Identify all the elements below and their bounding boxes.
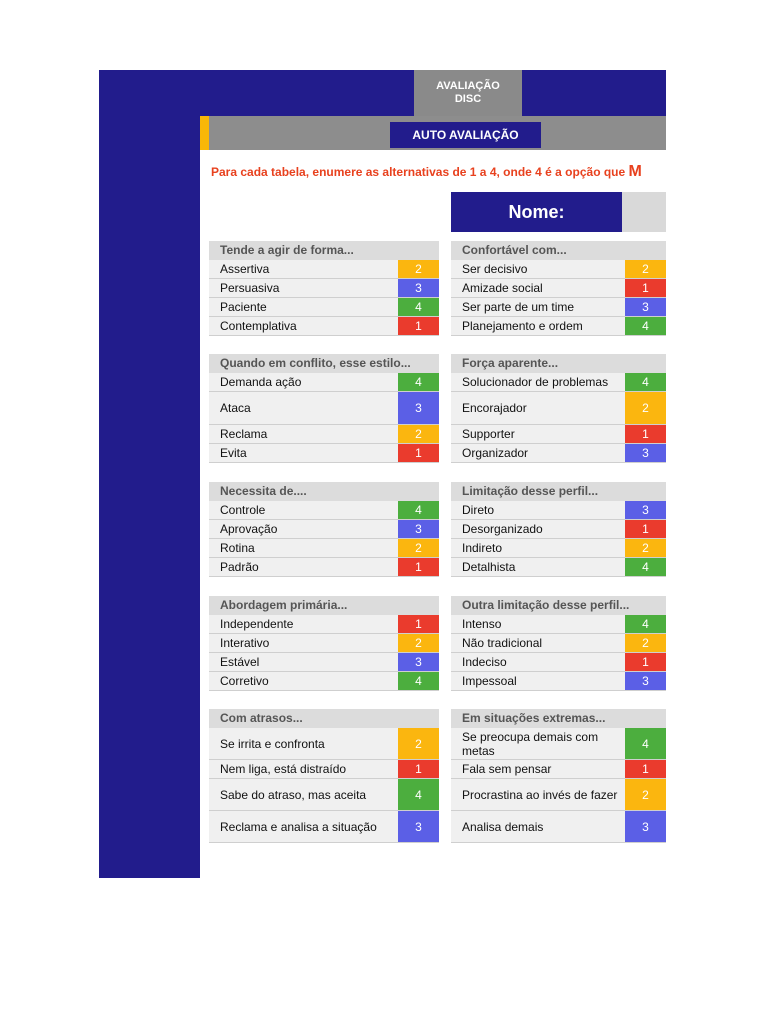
table-header: Tende a agir de forma... [209,241,439,260]
option-label: Rotina [220,541,255,555]
form-title-line2: DISC [454,93,482,105]
left-sidebar-band [99,70,200,878]
option-rank[interactable]: 1 [398,760,439,778]
table-header: Necessita de.... [209,482,439,501]
table-row [451,444,666,463]
option-rank[interactable]: 4 [398,501,439,519]
option-rank[interactable]: 2 [398,260,439,278]
option-label: Controle [220,503,266,517]
table-row [209,392,439,425]
option-rank[interactable]: 3 [625,444,666,462]
instruction-emphasis: M [628,163,642,180]
option-label: Contemplativa [220,319,297,333]
option-rank[interactable]: 2 [625,779,666,810]
option-rank[interactable]: 3 [398,653,439,671]
option-rank[interactable]: 4 [625,317,666,335]
table-row [209,298,439,317]
table-confortavel-com [451,241,666,336]
option-label: Sabe do atraso, mas aceita [220,787,367,802]
table-com-atrasos [209,709,439,843]
option-rank[interactable]: 1 [625,760,666,778]
option-label: Ataca [220,401,251,415]
option-label: Se irrita e confronta [220,736,325,751]
option-label: Aprovação [220,522,278,536]
form-title-line1: AVALIAÇÃO [436,80,500,92]
option-label: Se preocupa demais com metas [462,729,599,758]
option-label: Fala sem pensar [462,762,552,776]
table-row [451,653,666,672]
yellow-accent-bar [200,116,209,150]
table-tende-a-agir [209,241,439,336]
option-rank[interactable]: 2 [625,260,666,278]
table-header: Confortável com... [451,241,666,260]
option-label: Ser parte de um time [462,300,575,314]
option-label: Impessoal [462,674,517,688]
option-rank[interactable]: 4 [625,558,666,576]
option-rank[interactable]: 2 [398,728,439,759]
option-rank[interactable]: 2 [398,425,439,443]
table-limitacao [451,482,666,577]
option-rank[interactable]: 1 [398,615,439,633]
option-label: Interativo [220,636,270,650]
table-row [209,539,439,558]
option-label: Supporter [462,427,515,441]
table-row [209,260,439,279]
option-rank[interactable]: 3 [625,501,666,519]
option-rank[interactable]: 4 [398,779,439,810]
table-row [451,392,666,425]
instruction-main: Para cada tabela, enumere as alternativas de 1 a 4, onde 4 é a opção que [211,165,629,179]
instruction-text [211,162,666,184]
option-label: Assertiva [220,262,270,276]
table-row [451,260,666,279]
option-rank[interactable]: 4 [398,672,439,690]
table-row [209,672,439,691]
option-label: Amizade social [462,281,543,295]
table-header: Força aparente... [451,354,666,373]
option-rank[interactable]: 1 [398,444,439,462]
option-rank[interactable]: 3 [398,520,439,538]
option-rank[interactable]: 3 [398,392,439,424]
table-row [209,279,439,298]
table-row [451,317,666,336]
table-row [209,317,439,336]
name-input-cell[interactable] [622,192,666,232]
option-rank[interactable]: 1 [398,558,439,576]
option-rank[interactable]: 2 [625,392,666,424]
option-rank[interactable]: 3 [398,811,439,842]
table-header: Em situações extremas... [451,709,666,728]
table-row [451,811,666,843]
option-label: Evita [220,446,247,460]
option-rank[interactable]: 2 [398,634,439,652]
option-rank[interactable]: 1 [625,520,666,538]
table-header: Com atrasos... [209,709,439,728]
table-row [209,811,439,843]
option-rank[interactable]: 2 [398,539,439,557]
option-label: Corretivo [220,674,269,688]
option-label: Independente [220,617,294,631]
option-label: Encorajador [462,401,527,415]
option-label: Indireto [462,541,503,555]
table-header: Outra limitação desse perfil... [451,596,666,615]
table-row [209,653,439,672]
table-row [451,728,666,760]
table-row [451,501,666,520]
option-rank[interactable]: 4 [625,615,666,633]
option-rank[interactable]: 3 [625,672,666,690]
option-label: Demanda ação [220,375,302,389]
option-label: Não tradicional [462,636,543,650]
table-row [209,760,439,779]
option-rank[interactable]: 4 [625,373,666,391]
table-row [209,558,439,577]
option-label: Reclama [220,427,268,441]
table-row [451,279,666,298]
table-forca-aparente [451,354,666,463]
table-row [209,373,439,392]
option-label: Padrão [220,560,259,574]
option-label: Direto [462,503,495,517]
table-row [209,444,439,463]
table-abordagem-primaria [209,596,439,691]
table-row [451,779,666,811]
option-label: Persuasiva [220,281,280,295]
option-rank[interactable]: 1 [625,653,666,671]
option-label: Indeciso [462,655,507,669]
table-header: Quando em conflito, esse estilo... [209,354,439,373]
name-label: Nome: [451,192,622,232]
option-label: Paciente [220,300,267,314]
option-rank[interactable]: 3 [625,811,666,842]
option-rank[interactable]: 4 [398,373,439,391]
option-rank[interactable]: 4 [398,298,439,316]
option-label: Solucionador de problemas [462,375,609,389]
option-rank[interactable]: 3 [398,279,439,297]
table-row [209,779,439,811]
option-label: Intenso [462,617,502,631]
option-label: Ser decisivo [462,262,528,276]
table-row [209,520,439,539]
option-label: Estável [220,655,260,669]
option-label: Detalhista [462,560,516,574]
table-necessita-de [209,482,439,577]
option-label: Reclama e analisa a situação [220,819,377,834]
table-row [451,558,666,577]
option-label: Planejamento e ordem [462,319,583,333]
table-header: Abordagem primária... [209,596,439,615]
option-label: Organizador [462,446,529,460]
table-row [451,425,666,444]
table-outra-limitacao [451,596,666,691]
table-header: Limitação desse perfil... [451,482,666,501]
option-rank[interactable]: 1 [625,279,666,297]
table-row [451,672,666,691]
option-rank[interactable]: 2 [625,539,666,557]
option-label: Analisa demais [462,819,544,834]
table-row [451,539,666,558]
option-rank[interactable]: 4 [625,728,666,759]
table-quando-em-conflito [209,354,439,463]
option-rank[interactable]: 1 [625,425,666,443]
table-row [451,520,666,539]
form-title [414,70,522,116]
subtitle-label: AUTO AVALIAÇÃO [390,122,541,148]
option-rank[interactable]: 1 [398,317,439,335]
table-row [209,615,439,634]
option-rank[interactable]: 2 [625,634,666,652]
table-situacoes-extremas [451,709,666,843]
option-label: Nem liga, está distraído [220,762,347,776]
table-row [209,728,439,760]
table-row [209,501,439,520]
table-row [451,634,666,653]
table-row [451,760,666,779]
table-row [209,425,439,444]
option-label: Desorganizado [462,522,543,536]
table-row [209,634,439,653]
option-label: Procrastina ao invés de fazer [462,787,618,802]
table-row [451,298,666,317]
table-row [451,615,666,634]
option-rank[interactable]: 3 [625,298,666,316]
table-row [451,373,666,392]
